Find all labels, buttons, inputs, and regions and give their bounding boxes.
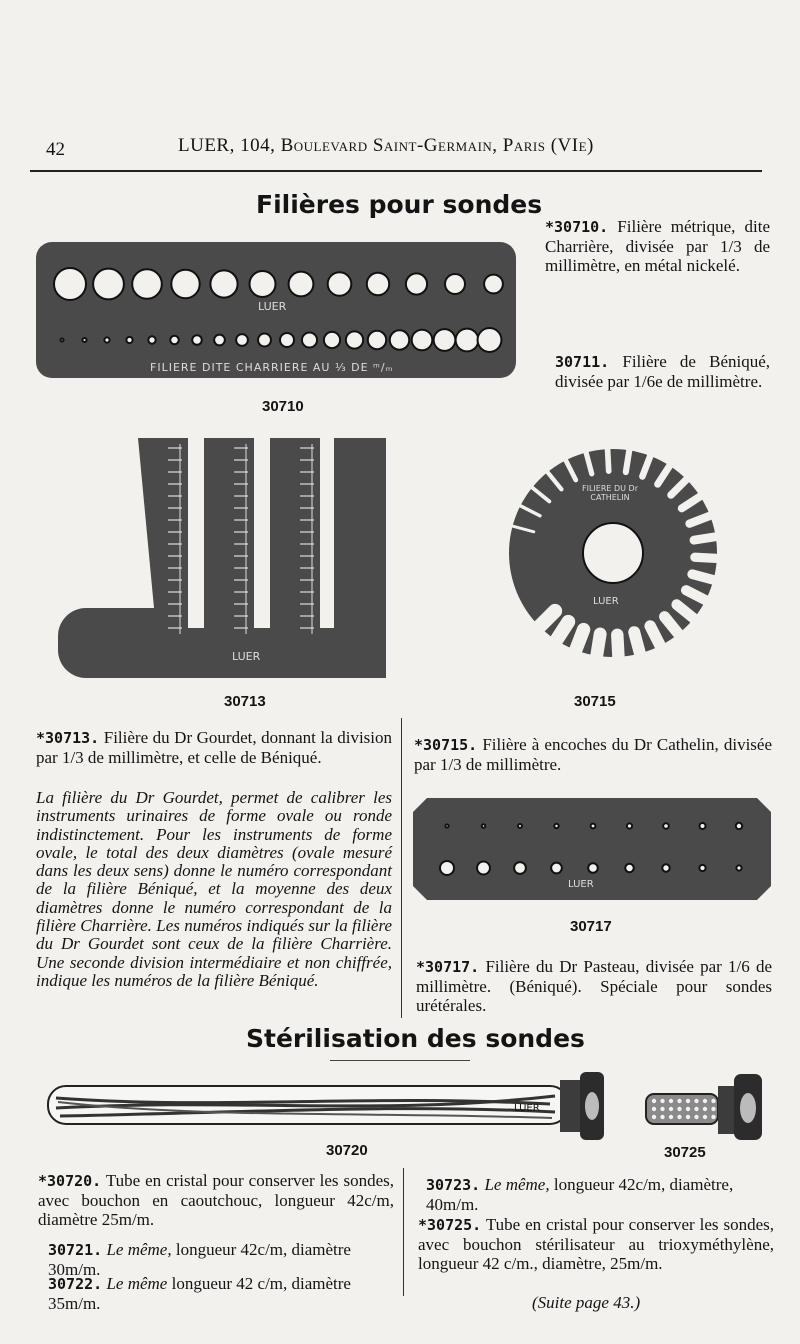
plate-inscription: FILIERE DITE CHARRIERE AU ⅓ DE ᵐ/ₘ — [150, 361, 394, 374]
mesh-perforation — [711, 1107, 715, 1111]
gauge-hole — [736, 823, 742, 829]
gauge-hole — [699, 865, 705, 871]
gauge-hole — [368, 331, 386, 349]
text-30711: Filière de Béniqué, divisée par 1/6e de millimètre. — [555, 352, 771, 391]
ref-30717: *30717. — [416, 958, 480, 976]
gauge-hole — [663, 823, 669, 829]
gauge-hole — [302, 332, 317, 347]
mesh-perforation — [660, 1115, 664, 1119]
gauge-hole — [148, 336, 155, 343]
wheel-notch — [596, 634, 600, 660]
mesh-perforation — [660, 1107, 664, 1111]
text-30710: Filière métrique, dite Charrière, divisée par 1/3 de millimètre, en métal nickelé. — [545, 217, 770, 275]
mesh-perforation — [686, 1107, 690, 1111]
gauge-hole — [627, 823, 632, 828]
text-30717: Filière du Dr Pasteau, divisée par 1/6 de millimètre. (Béniqué). Spéciale pour sondes urétérales. — [416, 957, 773, 1015]
section-underline — [330, 1060, 470, 1061]
gauge-hole — [736, 865, 741, 870]
wheel-hub — [583, 523, 643, 583]
wheel-notch — [695, 557, 721, 558]
caption-30715: 30715 — [574, 693, 616, 710]
mesh-perforation — [686, 1099, 690, 1103]
wheel-notch — [634, 632, 641, 657]
text-30721: longueur 42c/m, diamètre 30m/m. — [48, 1240, 351, 1279]
mesh-perforation — [669, 1107, 673, 1111]
caption-30717: 30717 — [570, 918, 612, 935]
header-rule — [30, 170, 762, 172]
gauge-hole — [591, 824, 596, 829]
text-30725: Tube en cristal pour conserver les sondes, avec bouchon stérilisateur au trioxyméthylène, longueur 42 c/m., diamètre, 25m/m. — [418, 1215, 774, 1273]
tube-brand: LUER — [514, 1103, 540, 1114]
gauge-hole — [551, 863, 562, 874]
gauge-hole — [478, 328, 502, 352]
mesh-perforation — [677, 1115, 681, 1119]
text-30723: longueur 42c/m, diamètre, 40m/m. — [426, 1175, 734, 1214]
page-header — [38, 133, 760, 167]
mesh-perforation — [677, 1099, 681, 1103]
figure-30715-wheel — [458, 425, 768, 685]
section-title-filieres: Filières pour sondes — [256, 190, 543, 219]
ref-30720: *30720. — [38, 1172, 102, 1190]
mesh-perforation — [669, 1099, 673, 1103]
mesh-perforation — [660, 1099, 664, 1103]
gauge-hole — [170, 336, 179, 345]
page-number: 42 — [46, 139, 65, 160]
gauge-hole — [700, 823, 706, 829]
text-30715: Filière à encoches du Dr Cathelin, divisée par 1/3 de millimètre. — [414, 735, 772, 774]
gauge-hole — [445, 824, 448, 827]
gauge-hole — [214, 335, 225, 346]
entry-30717 — [416, 957, 772, 1015]
gauge-hole — [54, 268, 86, 300]
text-30722: longueur 42 c/m, diamètre 35m/m. — [48, 1274, 351, 1313]
ref-30721: 30721. — [48, 1241, 103, 1259]
pasteau-brand: LUER — [568, 879, 594, 890]
entry-30725 — [418, 1215, 774, 1273]
entry-30720 — [38, 1171, 394, 1229]
gauge-hole — [61, 339, 64, 342]
gauge-hole — [192, 335, 202, 345]
caption-30720: 30720 — [326, 1142, 368, 1159]
figure-30717-plate — [413, 798, 775, 902]
mesh-perforation — [694, 1107, 698, 1111]
section-title-sterilisation: Stérilisation des sondes — [246, 1024, 585, 1053]
gauge-hole — [236, 334, 248, 346]
gauge-hole — [104, 337, 109, 342]
entry-30723 — [426, 1175, 772, 1214]
entry-30722 — [48, 1274, 394, 1313]
caption-30713: 30713 — [224, 693, 266, 710]
gauge-hole — [412, 330, 433, 351]
gauge-hole — [132, 269, 162, 299]
wheel-notch — [694, 536, 720, 540]
gauge-hole — [588, 863, 598, 873]
wheel-center-text: FILIERE DU Dr CATHELIN — [582, 484, 638, 502]
mesh-perforation — [703, 1099, 707, 1103]
gauge-hole — [367, 273, 389, 295]
ref-30715: *30715. — [414, 736, 478, 754]
entry-30715 — [414, 735, 772, 774]
gauge-hole — [328, 272, 352, 296]
gauge-hole — [289, 272, 314, 297]
text-30722-italic: Le même — [106, 1274, 168, 1293]
ref-30710: *30710. — [545, 218, 609, 236]
mesh-perforation — [677, 1107, 681, 1111]
column-divider — [401, 718, 402, 1018]
entry-30713 — [36, 728, 392, 767]
ref-30711: 30711. — [555, 353, 610, 371]
gauge-brand: LUER — [232, 650, 261, 663]
mesh-perforation — [652, 1099, 656, 1103]
mesh-perforation — [686, 1115, 690, 1119]
gauge-hole — [514, 862, 526, 874]
entry-30711 — [555, 352, 770, 391]
gauge-hole — [662, 864, 669, 871]
mesh-perforation — [711, 1099, 715, 1103]
ref-30725: *30725. — [418, 1216, 482, 1234]
running-title: LUER, 104, Boulevard Saint-Germain, Paris (VIe) — [178, 135, 594, 156]
gauge-hole — [482, 824, 486, 828]
gauge-hole — [445, 274, 465, 294]
gauge-hole — [280, 333, 294, 347]
gauge-hole — [210, 270, 237, 297]
gauge-hole — [126, 337, 132, 343]
mesh-perforation — [703, 1115, 707, 1119]
wheel-notch — [574, 630, 583, 654]
text-30723-italic: Le même, — [484, 1175, 550, 1194]
gauge-hole — [406, 273, 427, 294]
gauge-hole — [93, 269, 124, 300]
mesh-perforation — [694, 1099, 698, 1103]
gauge-hole — [82, 338, 86, 342]
mesh-perforation — [711, 1115, 715, 1119]
gauge-hole — [554, 824, 558, 828]
gauge-hole — [625, 864, 634, 873]
gauge-hole — [171, 270, 199, 298]
gauge-hole — [250, 271, 276, 297]
gauge-hole — [456, 329, 479, 352]
note-30713: La filière du Dr Gourdet, permet de calibrer les instruments urinaires de forme ovale ou ronde indistinctement. Pour les instruments de forme ovale, le total des deux diamètres (ovale mesuré dans les deux sens) donne le numéro correspondant de la filière Béniqué, et la moyenne des deux diamètres donne le numéro correspondant de la filière Charrière. Les numéros indiqués sur la filière du Dr Gourdet sont ceux de la filière Charrière. Une seconde division intermédiaire et non chiffrée, indique les numéros de la filière Béniqué. — [36, 788, 392, 990]
figure-30713-gauge — [68, 434, 408, 680]
wheel-notch — [692, 574, 717, 581]
gauge-hole — [484, 275, 503, 294]
mesh-perforation — [652, 1107, 656, 1111]
wheel-notch — [607, 445, 608, 471]
wheel-notch — [617, 635, 618, 661]
gauge-hole — [477, 862, 490, 875]
mesh-perforation — [694, 1115, 698, 1119]
gauge-hole — [390, 330, 410, 350]
mesh-perforation — [652, 1115, 656, 1119]
gauge-hole — [440, 861, 454, 875]
text-30713: Filière du Dr Gourdet, donnant la division par 1/3 de millimètre, et celle de Béniqué. — [36, 728, 393, 767]
gauge-hole — [346, 331, 363, 348]
figure-30725-stopper — [644, 1072, 768, 1142]
gauge-hole — [518, 824, 522, 828]
gauge-hole — [324, 332, 340, 348]
mesh-perforation — [703, 1107, 707, 1111]
wheel-notch — [626, 446, 630, 472]
caption-30725: 30725 — [664, 1144, 706, 1161]
column-divider-bottom — [403, 1168, 404, 1296]
text-30721-italic: Le même, — [106, 1240, 172, 1259]
gauge-hole — [434, 329, 456, 351]
ref-30713: *30713. — [36, 729, 100, 747]
entry-30710 — [545, 217, 770, 275]
gauge-hole — [258, 334, 271, 347]
caption-30710: 30710 — [262, 398, 304, 415]
ref-30722: 30722. — [48, 1275, 103, 1293]
plate-brand: LUER — [258, 300, 287, 313]
mesh-perforation — [669, 1115, 673, 1119]
text-30720: Tube en cristal pour conserver les sondes, avec bouchon en caoutchouc, longueur 42c/m, diamètre 25m/m. — [38, 1171, 394, 1229]
continued-note: (Suite page 43.) — [532, 1293, 641, 1312]
ref-30723: 30723. — [426, 1176, 481, 1194]
wheel-brand: LUER — [593, 596, 619, 607]
